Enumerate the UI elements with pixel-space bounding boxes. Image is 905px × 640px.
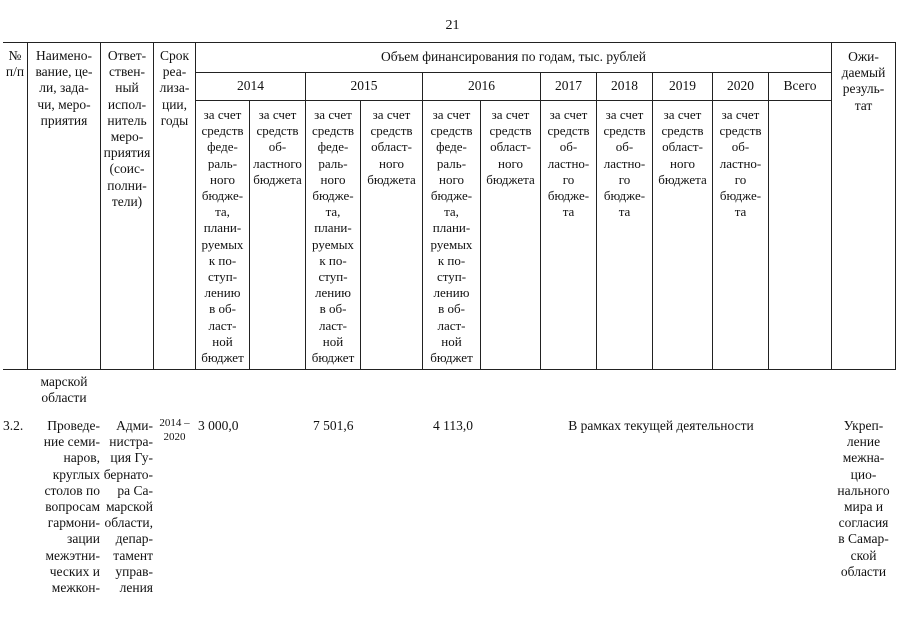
year-total: Всего [783, 78, 817, 93]
row-responsible: Адми- нистра- ция Гу- бернато- ра Са- марской области, депар- тамент управ- ления [103, 418, 153, 596]
year-2015: 2015 [350, 78, 378, 93]
header-expected: Ожи- даемый резуль- тат [841, 49, 886, 113]
row-value-2016: 4 113,0 [433, 418, 473, 433]
subheader-2014-regional: за счет средств об- ластного бюджета [253, 107, 302, 187]
row-value-2014: 3 000,0 [198, 418, 239, 433]
row-note: В рамках текущей деятельности [568, 418, 754, 433]
row-number: 3.2. [3, 418, 24, 433]
header-funding: Объем финансирования по годам, тыс. рублей [381, 49, 646, 64]
year-2017: 2017 [555, 78, 582, 93]
year-2018: 2018 [611, 78, 638, 93]
year-2014: 2014 [237, 78, 264, 93]
row-expected: Укреп- ление межна- цио- нального мира и согласия в Самар- ской области [837, 418, 890, 579]
header-name: Наимено- вание, це- ли, зада- чи, меро- приятия [35, 48, 93, 128]
subheader-2020: за счет средств об- ластно- го бюдже- та [719, 107, 762, 220]
subheader-2019: за счет средств област- ного бюджета [658, 107, 707, 187]
row-name: Проведе- ние семи- наров, круглых столов по вопросам гармони- зации межэтни- ческих и межкон- [43, 418, 100, 596]
page-number: 21 [445, 18, 460, 33]
subheader-2016-regional: за счет средств област- ного бюджета [486, 107, 535, 187]
subheader-2018: за счет средств об- ластно- го бюдже- та [603, 107, 646, 220]
header-responsible: Ответ- ствен- ный испол- нитель меро- приятия (соис- полни- тели) [103, 48, 151, 209]
header-num: № п/п [5, 48, 25, 80]
header-period: Срок реа- лиза- ции, годы [159, 48, 190, 128]
subheader-2015-regional: за счет средств област- ного бюджета [367, 107, 416, 187]
year-2016: 2016 [468, 78, 495, 93]
subheader-2014-federal: за счет средств феде- раль- ного бюдже- та, плани- руемых к по- ступ- лению в об- ласт- ной бюджет [201, 107, 244, 366]
subheader-2017: за счет средств об- ластно- го бюдже- та [547, 107, 590, 220]
row-period: 2014 – 2020 [159, 417, 190, 443]
row-value-2015: 7 501,6 [313, 418, 354, 433]
subheader-2015-federal: за счет средств феде- раль- ного бюдже- та, плани- руемых к по- ступ- лению в об- ласт- ной бюджет [311, 107, 355, 366]
year-2019: 2019 [669, 78, 696, 93]
subheader-2016-federal: за счет средств феде- раль- ного бюдже- та, плани- руемых к по- ступ- лению в об- ласт- ной бюджет [430, 107, 473, 366]
year-2020: 2020 [727, 78, 754, 93]
continuation-text: марской области [40, 374, 88, 406]
